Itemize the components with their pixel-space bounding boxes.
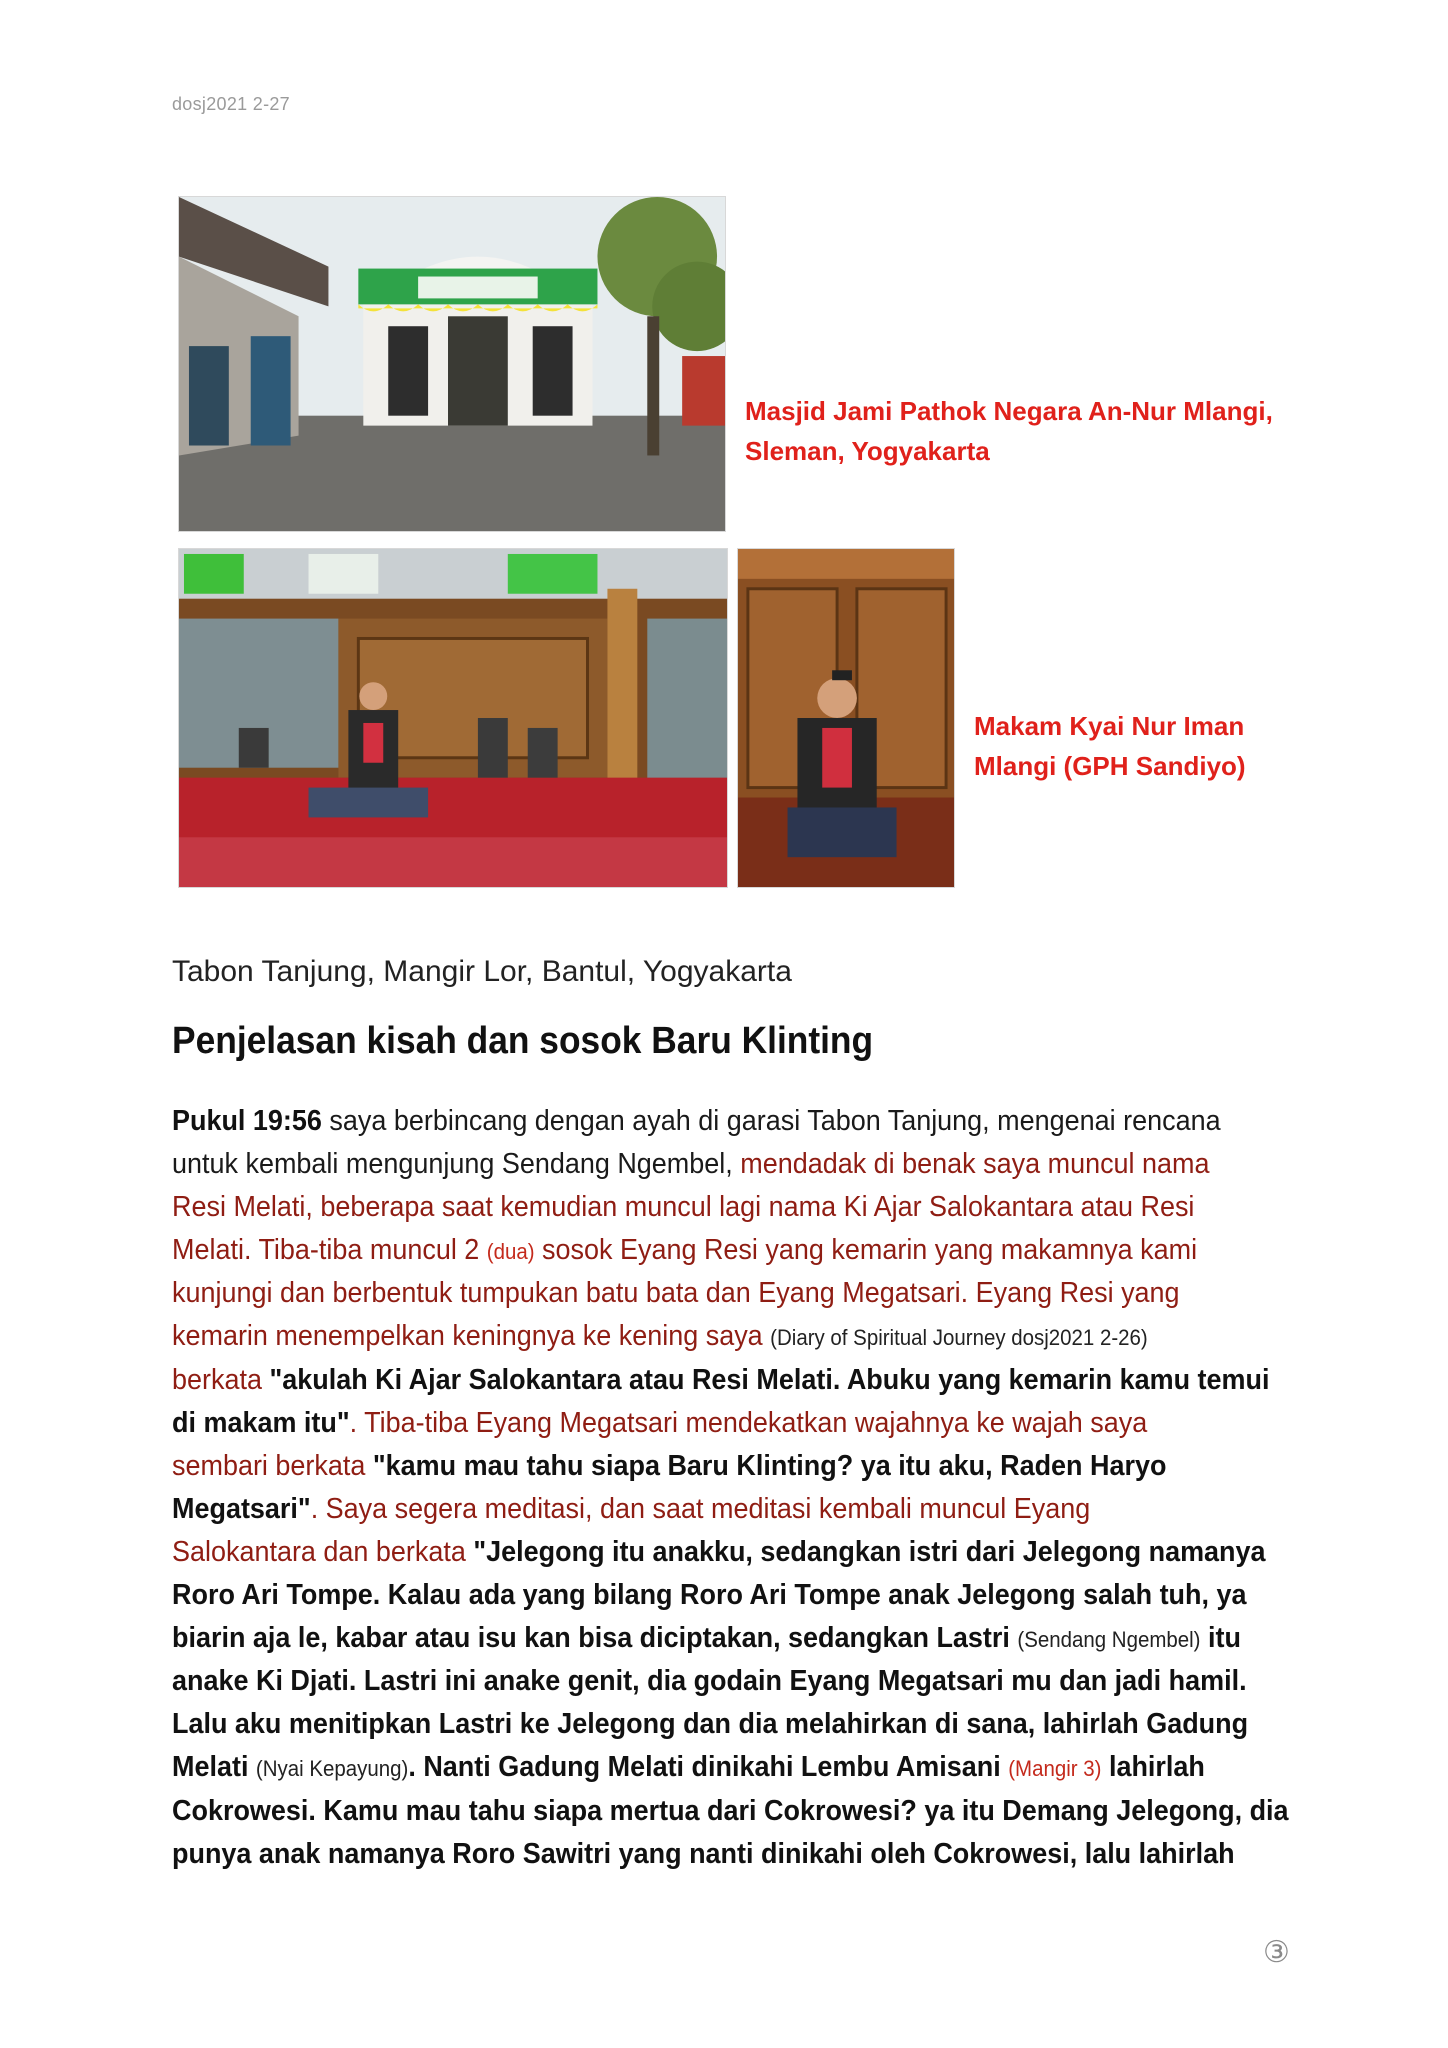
mosque-gate-photo bbox=[178, 196, 726, 532]
text-line: Resi Melati, beberapa saat kemudian muncul lagi nama Ki Ajar Salokantara atau Resi bbox=[172, 1191, 1195, 1224]
text-line: Salokantara dan berkata "Jelegong itu anakku, sedangkan istri dari Jelegong namanya bbox=[172, 1535, 1266, 1568]
mosque-caption bbox=[745, 391, 1273, 471]
mosque-caption-line: Sleman, Yogyakarta bbox=[745, 436, 990, 466]
text-line: kemarin menempelkan keningnya ke kening saya (Diary of Spiritual Journey dosj2021 2-26) bbox=[172, 1320, 1148, 1353]
location-line: Tabon Tanjung, Mangir Lor, Bantul, Yogyakarta bbox=[172, 955, 792, 988]
text-line: untuk kembali mengunjung Sendang Ngembel, mendadak di benak saya muncul nama bbox=[172, 1148, 1210, 1181]
text-line: Cokrowesi. Kamu mau tahu siapa mertua dari Cokrowesi? ya itu Demang Jelegong, dia bbox=[172, 1794, 1289, 1827]
text-line: anake Ki Djati. Lastri ini anake genit, dia godain Eyang Megatsari mu dan jadi hamil. bbox=[172, 1665, 1247, 1698]
text-line: sembari berkata "kamu mau tahu siapa Baru Klinting? ya itu aku, Raden Haryo bbox=[172, 1449, 1167, 1482]
text-line: biarin aja le, kabar atau isu kan bisa diciptakan, sedangkan Lastri (Sendang Ngembel) itu bbox=[172, 1622, 1241, 1655]
section-heading: Penjelasan kisah dan sosok Baru Klinting bbox=[172, 1020, 874, 1062]
text-line: berkata "akulah Ki Ajar Salokantara atau Resi Melati. Abuku yang kemarin kamu temui bbox=[172, 1363, 1270, 1396]
portrait-photo bbox=[737, 548, 955, 888]
tomb-caption-line: Mlangi (GPH Sandiyo) bbox=[974, 751, 1246, 781]
text-line: Megatsari". Saya segera meditasi, dan saat meditasi kembali muncul Eyang bbox=[172, 1492, 1091, 1525]
tomb-caption bbox=[974, 706, 1246, 786]
body-paragraph bbox=[172, 1100, 1289, 1876]
text-line: Pukul 19:56 saya berbincang dengan ayah di garasi Tabon Tanjung, mengenai rencana bbox=[172, 1105, 1221, 1137]
text-line: Melati (Nyai Kepayung). Nanti Gadung Melati dinikahi Lembu Amisani (Mangir 3) lahirlah bbox=[172, 1751, 1205, 1784]
page-number: ③ bbox=[1263, 1936, 1290, 1969]
tomb-interior-photo bbox=[178, 548, 728, 888]
text-line: punya anak namanya Roro Sawitri yang nanti dinikahi oleh Cokrowesi, lalu lahirlah bbox=[172, 1837, 1235, 1870]
text-line: Lalu aku menitipkan Lastri ke Jelegong dan dia melahirkan di sana, lahirlah Gadung bbox=[172, 1708, 1249, 1741]
mosque-caption-line: Masjid Jami Pathok Negara An-Nur Mlangi, bbox=[745, 396, 1273, 426]
text-line: di makam itu". Tiba-tiba Eyang Megatsari mendekatkan wajahnya ke wajah saya bbox=[172, 1406, 1148, 1439]
tomb-caption-line: Makam Kyai Nur Iman bbox=[974, 711, 1245, 741]
text-line: Roro Ari Tompe. Kalau ada yang bilang Roro Ari Tompe anak Jelegong salah tuh, ya bbox=[172, 1579, 1247, 1612]
document-code: dosj2021 2-27 bbox=[172, 94, 290, 114]
text-line: Melati. Tiba-tiba muncul 2 (dua) sosok Eyang Resi yang kemarin yang makamnya kami bbox=[172, 1234, 1198, 1267]
text-line: kunjungi dan berbentuk tumpukan batu bata dan Eyang Megatsari. Eyang Resi yang bbox=[172, 1277, 1180, 1310]
